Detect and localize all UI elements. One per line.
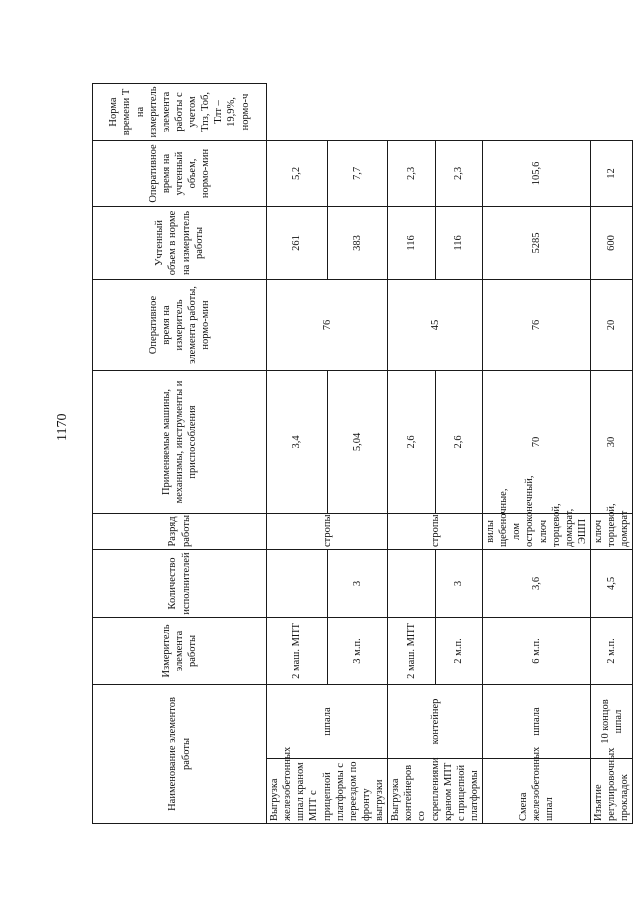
table-row [483, 83, 591, 823]
row3-workers: 6 м.п. [483, 617, 591, 684]
table-row [388, 83, 435, 823]
row1b-norm: 7,7 [327, 140, 388, 206]
page-number: 1170 [55, 413, 70, 441]
row2-volume: 45 [388, 279, 483, 370]
norms-table [92, 83, 633, 824]
row3-grade: 3,6 [483, 549, 591, 617]
row4-measure: 10 концов шпал [591, 684, 633, 758]
row1a-op-time: 3,4 [267, 370, 328, 513]
row1-tools: стропы [267, 513, 388, 549]
norms-table-container [92, 84, 631, 824]
table-row [267, 83, 328, 823]
row2b-workers: 2 м.п. [435, 617, 482, 684]
row1b-workers: 3 м.п. [327, 617, 388, 684]
header-tools: Применяемые машины, механизмы, инструменты и приспособления [93, 370, 267, 513]
row4-op-total: 600 [591, 206, 633, 279]
row3-name: Смена железобетонных шпал [483, 759, 591, 824]
row2a-op-total: 116 [388, 206, 435, 279]
row4-volume: 20 [591, 279, 633, 370]
header-measure: Измеритель элемента работы [93, 617, 267, 684]
header-grade: Разряд работы [93, 513, 267, 549]
row2a-workers: 2 маш. МПТ [388, 617, 435, 684]
row2b-norm: 2,3 [435, 140, 482, 206]
row2-measure: контейнер [388, 684, 483, 758]
row2-tools: стропы [388, 513, 483, 549]
row1b-op-total: 383 [327, 206, 388, 279]
row1a-workers: 2 маш. МПТ [267, 617, 328, 684]
row2-name: Выгрузка контейнеров со скреплениями краном МПТ с прицепной платформы [388, 759, 483, 824]
row4-tools: ключ торцевой, домкрат [591, 513, 633, 549]
header-volume: Учтенный объем в норме на измеритель работы [93, 206, 267, 279]
row3-norm: 105,6 [483, 140, 591, 206]
header-norm: Норма времени Т на измеритель элемента работы с учетом Тпз, Тоб, Тлт – 19,9%, нормо-ч [93, 83, 267, 140]
row3-measure: шпала [483, 684, 591, 758]
header-op-time: Оперативное время на измеритель элемента работы, нормо-мин [93, 279, 267, 370]
row1b-grade: 3 [327, 549, 388, 617]
row4-grade: 4,5 [591, 549, 633, 617]
row3-op-total: 5285 [483, 206, 591, 279]
row2a-grade [388, 549, 435, 617]
header-row [93, 83, 267, 823]
row2b-grade: 3 [435, 549, 482, 617]
row2b-op-time: 2,6 [435, 370, 482, 513]
row4-workers: 2 м.п. [591, 617, 633, 684]
header-name: Наименование элементов работы [93, 684, 267, 823]
row1-volume: 76 [267, 279, 388, 370]
row2b-op-total: 116 [435, 206, 482, 279]
row2a-norm: 2,3 [388, 140, 435, 206]
table-row [591, 83, 633, 823]
row3-volume: 76 [483, 279, 591, 370]
row1b-op-time: 5,04 [327, 370, 388, 513]
row1a-op-total: 261 [267, 206, 328, 279]
header-workers: Количество исполнителей [93, 549, 267, 617]
row3-tools: вилы щебеночные, лом остроконечный, ключ торцевой, домкрат, ЭШП [483, 513, 591, 549]
row4-norm: 12 [591, 140, 633, 206]
row1a-grade [267, 549, 328, 617]
header-op-total: Оперативное время на учтенный объем, нормо-мин [93, 140, 267, 206]
row2a-op-time: 2,6 [388, 370, 435, 513]
row4-name: Изъятие регулировочных прокладок [591, 759, 633, 824]
row3-op-time: 70 [483, 370, 591, 513]
row4-op-time: 30 [591, 370, 633, 513]
row1-measure: шпала [267, 684, 388, 758]
row1-name: Выгрузка железобетонных шпал краном МПТ с прицепной платформы с переездом по фронту выгрузки [267, 759, 388, 824]
row1a-norm: 5,2 [267, 140, 328, 206]
